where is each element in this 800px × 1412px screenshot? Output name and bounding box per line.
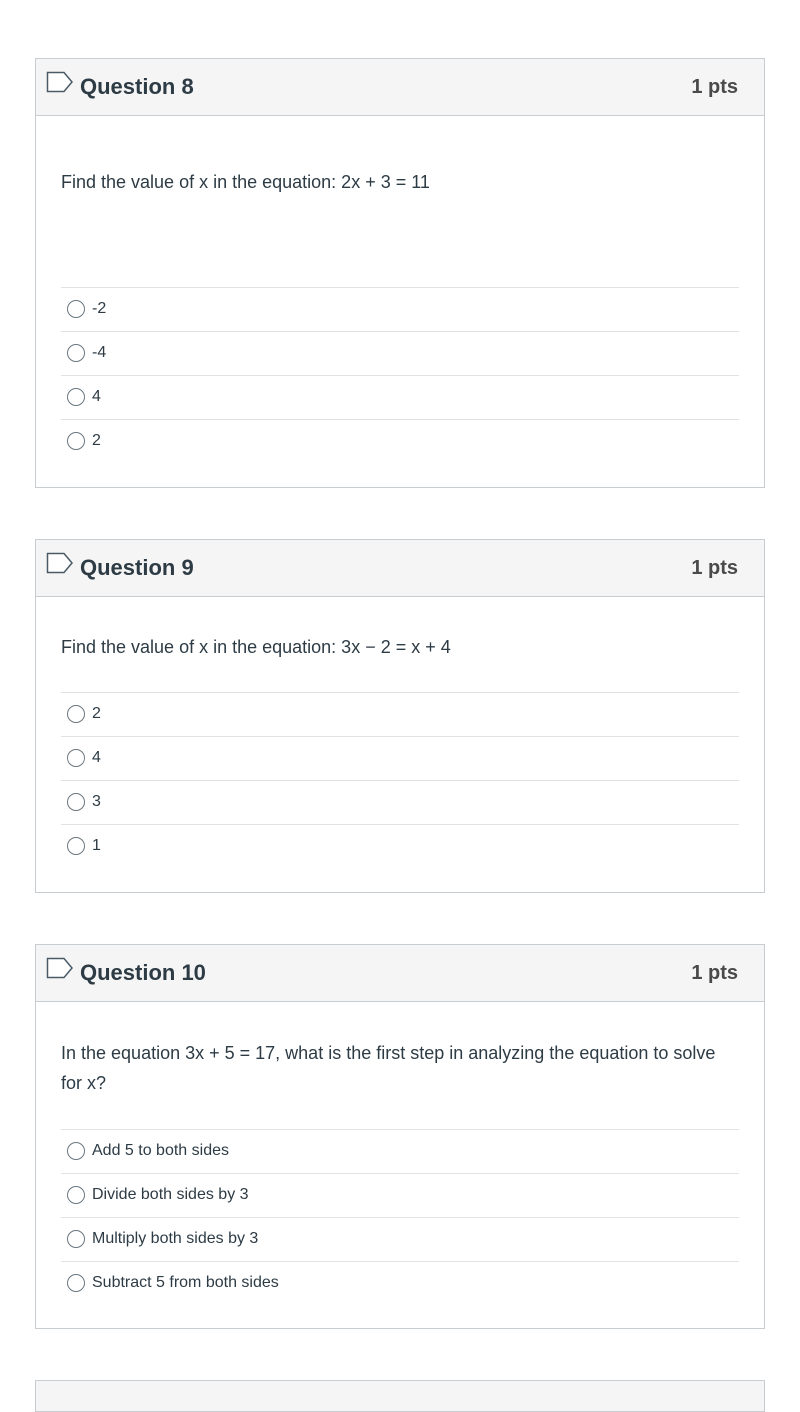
answer-option[interactable] <box>61 1130 739 1174</box>
question-points: 1 pts <box>691 962 738 984</box>
answer-list <box>61 287 739 463</box>
question-card <box>35 58 765 488</box>
radio-unchecked-icon[interactable] <box>67 749 85 767</box>
radio-unchecked-icon[interactable] <box>67 1274 85 1292</box>
answer-option[interactable] <box>61 376 739 420</box>
answer-option[interactable] <box>61 1262 739 1305</box>
answer-label: -2 <box>92 300 107 317</box>
question-card <box>35 539 765 893</box>
question-body <box>36 1002 764 1305</box>
next-question-card-partial <box>35 1380 765 1412</box>
answer-label: 3 <box>92 793 101 810</box>
answer-label: Divide both sides by 3 <box>92 1186 249 1203</box>
question-header <box>36 945 764 1002</box>
question-title: Question 8 <box>80 74 194 99</box>
radio-unchecked-icon[interactable] <box>67 388 85 406</box>
radio-unchecked-icon[interactable] <box>67 344 85 362</box>
answer-option[interactable] <box>61 288 739 332</box>
question-body <box>36 116 764 463</box>
question-text: Find the value of x in the equation: 2x + 3 = 11 <box>61 172 430 192</box>
answer-label: 2 <box>92 432 101 449</box>
answer-option[interactable] <box>61 1174 739 1218</box>
answer-option[interactable] <box>61 825 739 868</box>
radio-unchecked-icon[interactable] <box>67 432 85 450</box>
answer-label: Multiply both sides by 3 <box>92 1230 259 1247</box>
answer-label: 4 <box>92 749 101 766</box>
question-header <box>36 59 764 116</box>
radio-unchecked-icon[interactable] <box>67 300 85 318</box>
question-body <box>36 597 764 868</box>
answer-label: -4 <box>92 344 107 361</box>
answer-label: 4 <box>92 388 101 405</box>
answer-option[interactable] <box>61 781 739 825</box>
answer-option[interactable] <box>61 332 739 376</box>
bookmark-flag-icon[interactable] <box>46 71 74 93</box>
answer-label: Add 5 to both sides <box>92 1142 229 1159</box>
question-header <box>36 540 764 597</box>
question-card <box>35 944 765 1329</box>
answer-list <box>61 692 739 868</box>
bookmark-flag-icon[interactable] <box>46 552 74 574</box>
question-title: Question 10 <box>80 960 206 985</box>
radio-unchecked-icon[interactable] <box>67 1186 85 1204</box>
question-title: Question 9 <box>80 555 194 580</box>
radio-unchecked-icon[interactable] <box>67 793 85 811</box>
answer-label: 2 <box>92 705 101 722</box>
answer-option[interactable] <box>61 420 739 463</box>
answer-option[interactable] <box>61 737 739 781</box>
answer-option[interactable] <box>61 693 739 737</box>
answer-label: 1 <box>92 837 101 854</box>
answer-label: Subtract 5 from both sides <box>92 1274 279 1291</box>
question-points: 1 pts <box>691 76 738 98</box>
question-points: 1 pts <box>691 557 738 579</box>
question-text: In the equation 3x + 5 = 17, what is the first step in analyzing the equation to solve for x? <box>61 1043 716 1093</box>
bookmark-flag-icon[interactable] <box>46 957 74 979</box>
radio-unchecked-icon[interactable] <box>67 705 85 723</box>
answer-option[interactable] <box>61 1218 739 1262</box>
radio-unchecked-icon[interactable] <box>67 1230 85 1248</box>
radio-unchecked-icon[interactable] <box>67 837 85 855</box>
radio-unchecked-icon[interactable] <box>67 1142 85 1160</box>
question-text: Find the value of x in the equation: 3x − 2 = x + 4 <box>61 637 451 657</box>
answer-list <box>61 1129 739 1305</box>
